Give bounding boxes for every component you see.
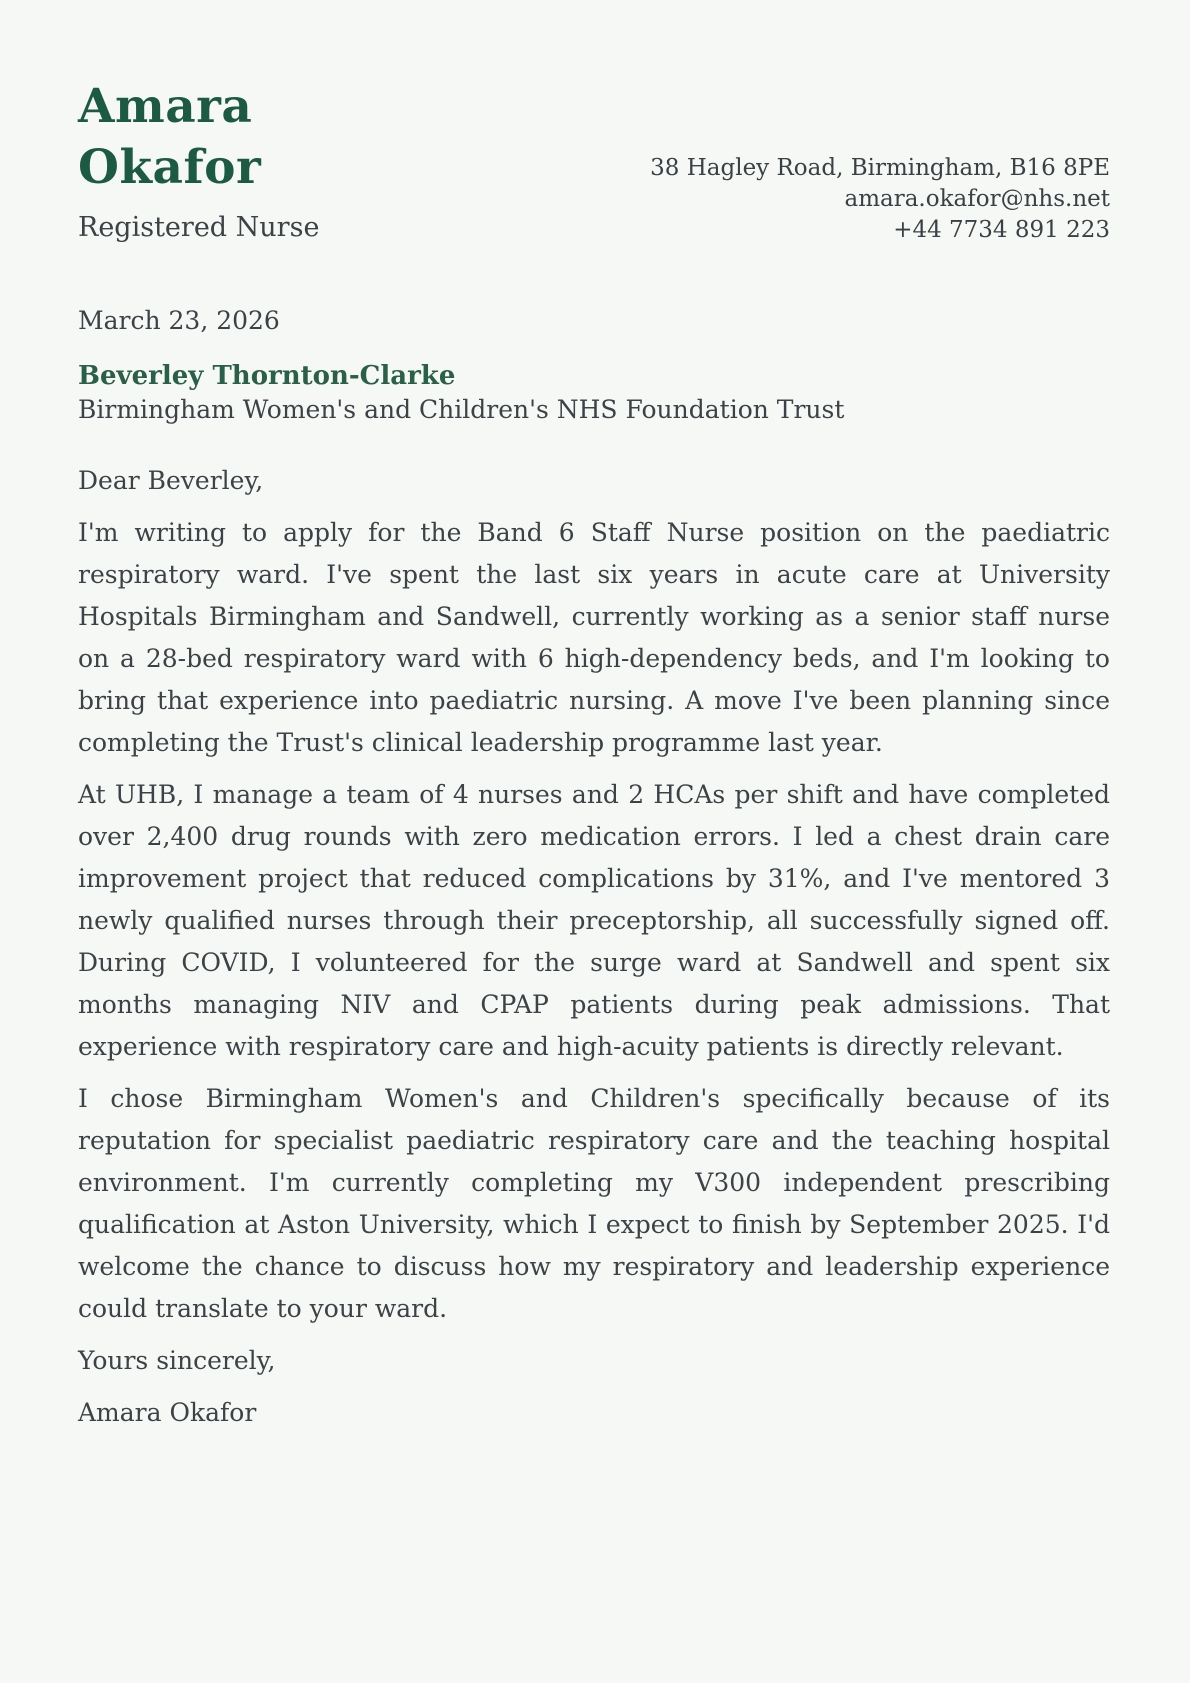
- signature-name: Amara Okafor: [78, 1398, 257, 1427]
- closing-line: Yours sincerely,: [78, 1346, 276, 1375]
- body-paragraph-3: I chose Birmingham Women's and Children's specifically because of its reputation for specialist paediatric respiratory care and the teaching hospital environment. I'm currently completing my V300 independent prescribing qualification at Aston University, which I expect to finish by September 2025. I'd welcome the chance to discuss how my respiratory and leadership experience could translate to your ward.: [78, 1084, 1110, 1323]
- recipient-organisation: Birmingham Women's and Children's NHS Foundation Trust: [78, 395, 845, 424]
- letter-date: March 23, 2026: [78, 306, 280, 335]
- salutation: Dear Beverley,: [78, 466, 264, 495]
- sender-job-title: Registered Nurse: [78, 212, 320, 243]
- sender-identity: [78, 76, 408, 246]
- body-paragraph-2: At UHB, I manage a team of 4 nurses and 2 HCAs per shift and have completed over 2,400 drug rounds with zero medication errors. I led a chest drain care improvement project that reduced complications by 31%, and I've mentored 3 newly qualified nurses through their preceptorship, all successfully signed off. During COVID, I volunteered for the surge ward at Sandwell and spent six months managing NIV and CPAP patients during peak admissions. That experience with respiratory care and high-acuity patients is directly relevant.: [78, 780, 1110, 1061]
- letter-header: [78, 76, 1110, 246]
- recipient-name: Beverley Thornton-Clarke: [78, 361, 456, 391]
- recipient-block: [78, 359, 1110, 426]
- body-paragraph-1: I'm writing to apply for the Band 6 Staff Nurse position on the paediatric respiratory ward. I've spent the last six years in acute care at University Hospitals Birmingham and Sandwell, currently working as a senior staff nurse on a 28-bed respiratory ward with 6 high-dependency beds, and I'm looking to bring that experience into paediatric nursing. A move I've been planning since completing the Trust's clinical leadership programme last year.: [78, 518, 1110, 757]
- contact-email: amara.okafor@nhs.net: [844, 186, 1110, 212]
- contact-block: [650, 153, 1110, 246]
- sender-name: Amara Okafor: [78, 79, 262, 195]
- contact-phone: +44 7734 891 223: [893, 217, 1110, 243]
- letter-body: [78, 512, 1110, 1330]
- contact-address: 38 Hagley Road, Birmingham, B16 8PE: [650, 155, 1110, 181]
